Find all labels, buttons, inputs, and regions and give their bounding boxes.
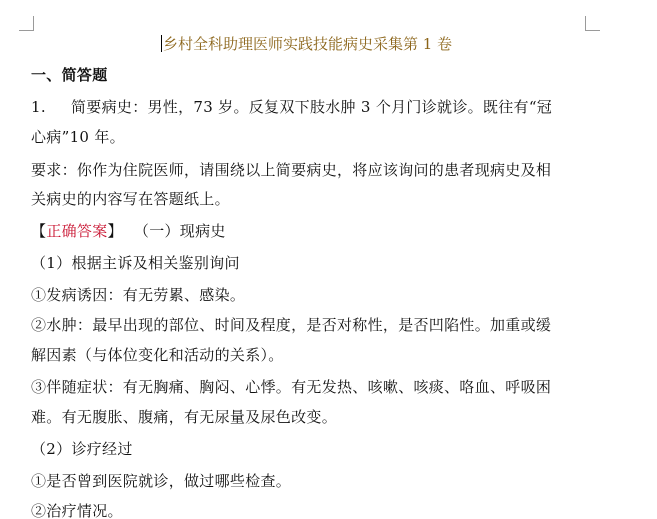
answer-bracket-open: 【 [31, 222, 47, 240]
question-number: 1. [31, 98, 46, 116]
item-4: ①是否曾到医院就诊，做过哪些检查。 [31, 472, 292, 490]
item-1: ①发病诱因：有无劳累、感染。 [31, 286, 246, 304]
margin-corner-mark-left [19, 16, 34, 31]
answer-part-title: （一）现病史 [133, 222, 226, 240]
question-line-2: 心病”10 年。 [31, 128, 125, 146]
answer-label: 正确答案 [46, 222, 108, 240]
sub-heading-1: （1）根据主诉及相关鉴别询问 [31, 254, 240, 272]
item-2-line-1: ②水肿：最早出现的部位、时间及程度，是否对称性，是否凹陷性。加重或缓 [31, 316, 552, 334]
margin-corner-mark-right [585, 16, 600, 31]
item-3-line-2: 难。有无腹胀、腹痛，有无尿量及尿色改变。 [31, 408, 338, 426]
item-3-line-1: ③伴随症状：有无胸痛、胸闷、心悸。有无发热、咳嗽、咳痰、咯血、呼吸困 [31, 378, 552, 396]
answer-bracket-close: 】 [107, 222, 123, 240]
question-line-1 [31, 96, 552, 118]
section-heading: 一、简答题 [31, 66, 108, 84]
requirement-line-1: 要求：你作为住院医师，请围绕以上简要病史，将应该询问的患者现病史及相 [31, 161, 552, 179]
item-2-line-2: 解因素（与体位变化和活动的关系）。 [31, 346, 284, 364]
document-title-text: 乡村全科助理医师实践技能病史采集第 1 卷 [162, 35, 453, 53]
requirement-line-2: 关病史的内容写在答题纸上。 [31, 190, 230, 208]
question-text-1: 简要病史：男性，73 岁。反复双下肢水肿 3 个月门诊就诊。既往有“冠 [71, 98, 553, 116]
text-cursor [161, 35, 162, 52]
item-5: ②治疗情况。 [31, 502, 123, 519]
answer-header [31, 220, 226, 242]
document-title[interactable] [0, 33, 613, 55]
sub-heading-2: （2）诊疗经过 [31, 440, 133, 458]
